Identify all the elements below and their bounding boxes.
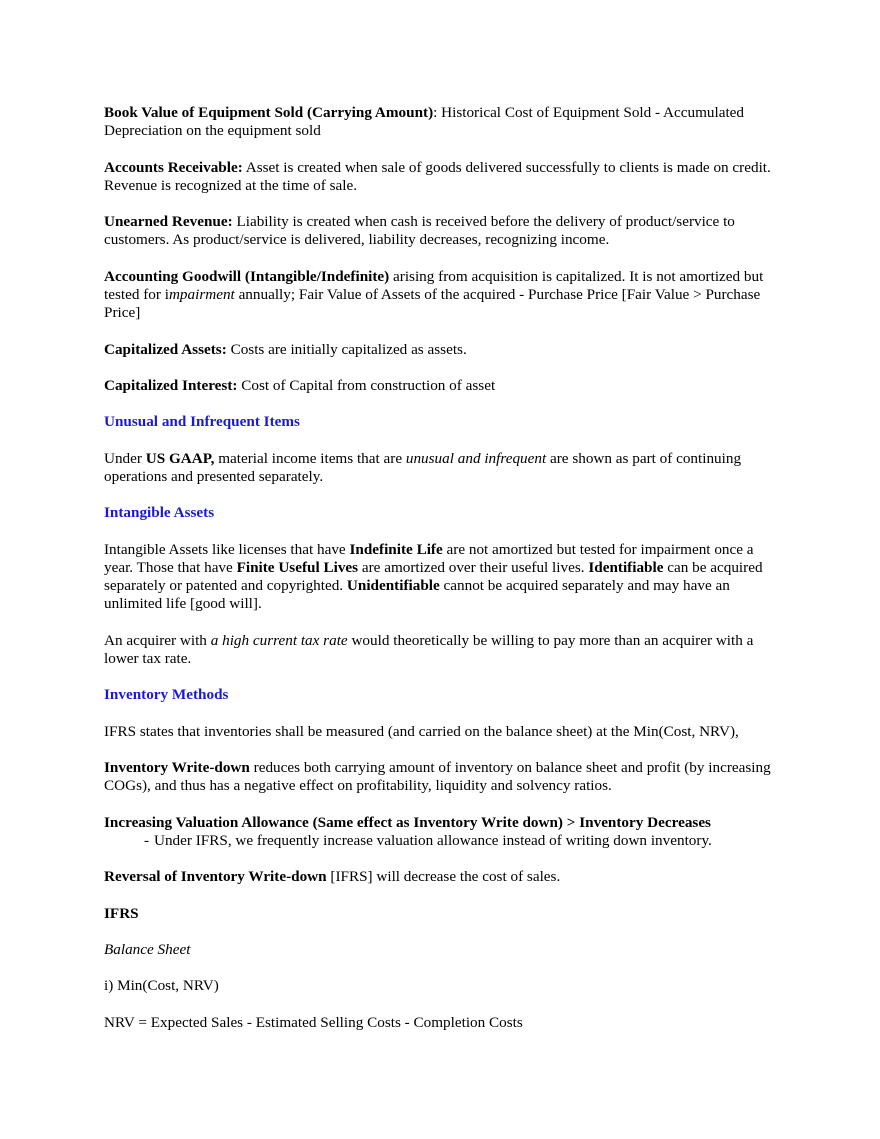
subheading-balance-sheet bbox=[104, 941, 784, 959]
paragraph-goodwill bbox=[104, 268, 784, 323]
paragraph-min-cost-nrv: i) Min(Cost, NRV) bbox=[104, 977, 219, 995]
italic-text: a high current tax rate bbox=[210, 631, 348, 649]
definition-text: : Historical Cost of Equipment Sold - Accumulated Depreciation on the equipment sold bbox=[104, 104, 745, 140]
bold-text: IFRS bbox=[104, 904, 139, 922]
document-page bbox=[104, 104, 784, 1050]
term-reversal-writedown: Reversal of Inventory Write-down bbox=[104, 868, 327, 886]
body-text: are amortized over their useful lives. bbox=[358, 558, 589, 576]
definition-text: Cost of Capital from construction of asset bbox=[237, 376, 496, 394]
paragraph-book-value bbox=[104, 104, 784, 140]
bullet-dash: - bbox=[144, 831, 150, 849]
heading-inventory-methods: Inventory Methods bbox=[104, 686, 229, 704]
paragraph-acquirer-tax bbox=[104, 632, 784, 668]
body-text: material income items that are bbox=[214, 449, 406, 467]
body-text: cannot be acquired separately and may have an unlimited life [good will]. bbox=[104, 577, 730, 613]
bold-text: Unidentifiable bbox=[346, 577, 440, 595]
definition-text: [IFRS] will decrease the cost of sales. bbox=[326, 868, 561, 886]
body-text: Intangible Assets like licenses that have bbox=[104, 540, 350, 558]
paragraph-inventory-writedown bbox=[104, 759, 784, 795]
term-inventory-writedown: Inventory Write-down bbox=[104, 759, 250, 777]
subheading-ifrs bbox=[104, 905, 784, 923]
spacer bbox=[104, 850, 784, 868]
term-book-value: Book Value of Equipment Sold (Carrying Amount) bbox=[104, 104, 434, 121]
definition-text: reduces both carrying amount of inventory on balance sheet and profit (by increasing COGs), and thus has a negative effect on profitability, liquidity and solvency ratios. bbox=[104, 759, 771, 795]
bold-text: Identifiable bbox=[588, 558, 664, 576]
paragraph-capitalized-interest bbox=[104, 377, 784, 395]
definition-text: Liability is created when cash is received before the delivery of product/service to customers. As product/service is delivered, liability decreases, recognizing income. bbox=[104, 213, 735, 249]
term-accounts-receivable: Accounts Receivable: bbox=[104, 158, 243, 176]
paragraph-us-gaap bbox=[104, 450, 784, 486]
paragraph-accounts-receivable bbox=[104, 159, 784, 195]
paragraph-unearned-revenue bbox=[104, 213, 784, 249]
list-item bbox=[104, 832, 784, 850]
term-capitalized-assets: Capitalized Assets: bbox=[104, 340, 227, 358]
definition-text: Costs are initially capitalized as assets. bbox=[226, 340, 467, 358]
italic-text: mpairment bbox=[168, 285, 235, 303]
body-text: are not amortized but tested for impairment once a year. Those that have bbox=[104, 540, 754, 576]
definition-text: Asset is created when sale of goods delivered successfully to clients is made on credit. Revenue is recognized at the time of sale. bbox=[104, 158, 771, 194]
paragraph-valuation-allowance bbox=[104, 814, 784, 832]
paragraph-intangible-assets bbox=[104, 541, 784, 614]
paragraph-ifrs-inventories: IFRS states that inventories shall be measured (and carried on the balance sheet) at the Min(Cost, NRV), bbox=[104, 722, 739, 740]
bold-text: US GAAP, bbox=[145, 449, 215, 467]
italic-text: Balance Sheet bbox=[104, 941, 191, 959]
heading-intangible-assets: Intangible Assets bbox=[104, 504, 215, 522]
term-valuation-allowance: Increasing Valuation Allowance (Same effect as Inventory Write down) > Inventory Decreases bbox=[104, 813, 711, 831]
definition-text: annually; Fair Value of Assets of the acquired - Purchase Price [Fair Value > Purchase Price] bbox=[104, 285, 761, 322]
paragraph-capitalized-assets bbox=[104, 341, 784, 359]
heading-unusual-items: Unusual and Infrequent Items bbox=[104, 413, 300, 431]
bullet-text: Under IFRS, we frequently increase valuation allowance instead of writing down inventory. bbox=[154, 831, 712, 849]
term-capitalized-interest: Capitalized Interest: bbox=[104, 376, 238, 394]
body-text: An acquirer with bbox=[104, 631, 211, 649]
body-text: are shown as part of continuing operations and presented separately. bbox=[104, 449, 742, 485]
definition-text: arising from acquisition is capitalized. It is not amortized but tested for i bbox=[104, 267, 764, 303]
body-text: can be acquired separately or patented and copyrighted. bbox=[104, 558, 763, 595]
paragraph-nrv-formula: NRV = Expected Sales - Estimated Selling Costs - Completion Costs bbox=[104, 1013, 523, 1031]
paragraph-reversal-writedown bbox=[104, 868, 784, 886]
bold-text: Indefinite Life bbox=[349, 540, 443, 558]
bold-text: Finite Useful Lives bbox=[236, 558, 359, 576]
term-goodwill: Accounting Goodwill (Intangible/Indefinite) bbox=[104, 267, 390, 285]
body-text: Under bbox=[104, 449, 146, 467]
italic-text: unusual and infrequent bbox=[405, 449, 547, 467]
body-text: would theoretically be willing to pay more than an acquirer with a lower tax rate. bbox=[104, 631, 754, 667]
term-unearned-revenue: Unearned Revenue: bbox=[104, 213, 233, 231]
